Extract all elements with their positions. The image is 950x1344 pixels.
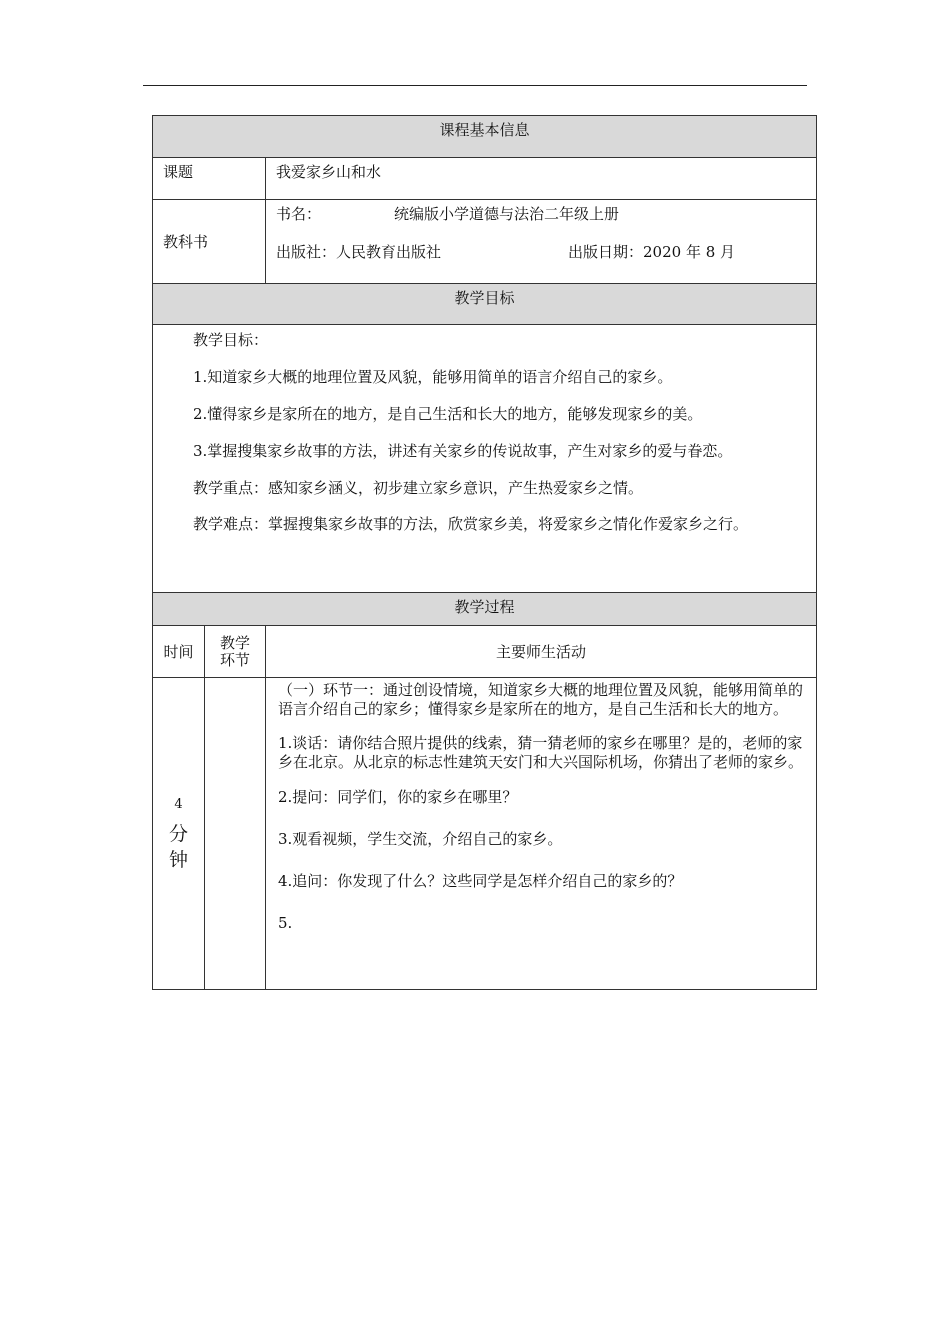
header-rule: [143, 85, 807, 86]
objectives-heading: 教学目标：: [193, 331, 269, 349]
column-header-stage: [205, 626, 266, 678]
time-number: 4: [174, 796, 183, 812]
objective-item: 2.懂得家乡是家所在的地方，是自己生活和长大的地方，能够发现家乡的美。: [193, 405, 703, 423]
book-name-label: 书名：: [276, 205, 322, 223]
objective-item: 1.知道家乡大概的地理位置及风貌，能够用简单的语言介绍自己的家乡。: [193, 368, 673, 386]
stage-header-line: 教学: [219, 633, 250, 652]
publisher: 出版社：人民教育出版社: [276, 243, 442, 261]
activity-item: （一）环节一：通过创设情境，知道家乡大概的地理位置及风貌，能够用简单的语言介绍自己的家乡；懂得家乡是家所在的地方，是自己生活和长大的地方。: [278, 681, 804, 718]
objective-item: 3.掌握搜集家乡故事的方法，讲述有关家乡的传说故事，产生对家乡的爱与眷恋。: [193, 442, 733, 460]
book-name-value: 统编版小学道德与法治二年级上册: [394, 205, 620, 223]
topic-label: 课题: [153, 158, 266, 200]
activities-content: [266, 678, 817, 990]
time-cell: [153, 678, 205, 990]
publish-date: 出版日期：2020 年 8 月: [568, 243, 736, 261]
objectives-content: [153, 325, 817, 593]
activity-item: 1.谈话：请你结合照片提供的线索，猜一猜老师的家乡在哪里？是的，老师的家乡在北京。从北京的标志性建筑天安门和大兴国际机场，你猜出了老师的家乡。: [278, 734, 804, 771]
section-title: 教学过程: [454, 598, 515, 616]
topic-value: 我爱家乡山和水: [266, 158, 817, 200]
key-points: 教学重点：感知家乡涵义，初步建立家乡意识，产生热爱家乡之情。: [193, 479, 644, 497]
section-header-objectives: [153, 284, 817, 325]
difficulties: 教学难点：掌握搜集家乡故事的方法，欣赏家乡美，将爱家乡之情化作爱家乡之行。: [193, 515, 749, 533]
column-header-activity: 主要师生活动: [266, 626, 817, 678]
time-unit: 钟: [168, 848, 188, 871]
textbook-info: [266, 200, 817, 284]
time-unit: 分: [168, 822, 188, 845]
section-title: 课程基本信息: [439, 121, 530, 139]
section-header-basic-info: [153, 116, 817, 158]
stage-cell: [205, 678, 266, 990]
activity-item: 4.追问：你发现了什么？这些同学是怎样介绍自己的家乡的？: [278, 872, 683, 890]
activity-item: 3.观看视频，学生交流，介绍自己的家乡。: [278, 830, 563, 848]
section-header-process: [153, 593, 817, 626]
column-header-time: 时间: [153, 626, 205, 678]
textbook-label: 教科书: [153, 200, 266, 284]
lesson-plan-table: [152, 115, 817, 990]
section-title: 教学目标: [454, 289, 515, 307]
stage-header-line: 环节: [219, 650, 250, 669]
activity-item: 5.: [278, 914, 293, 932]
activity-item: 2.提问：同学们，你的家乡在哪里？: [278, 788, 518, 806]
